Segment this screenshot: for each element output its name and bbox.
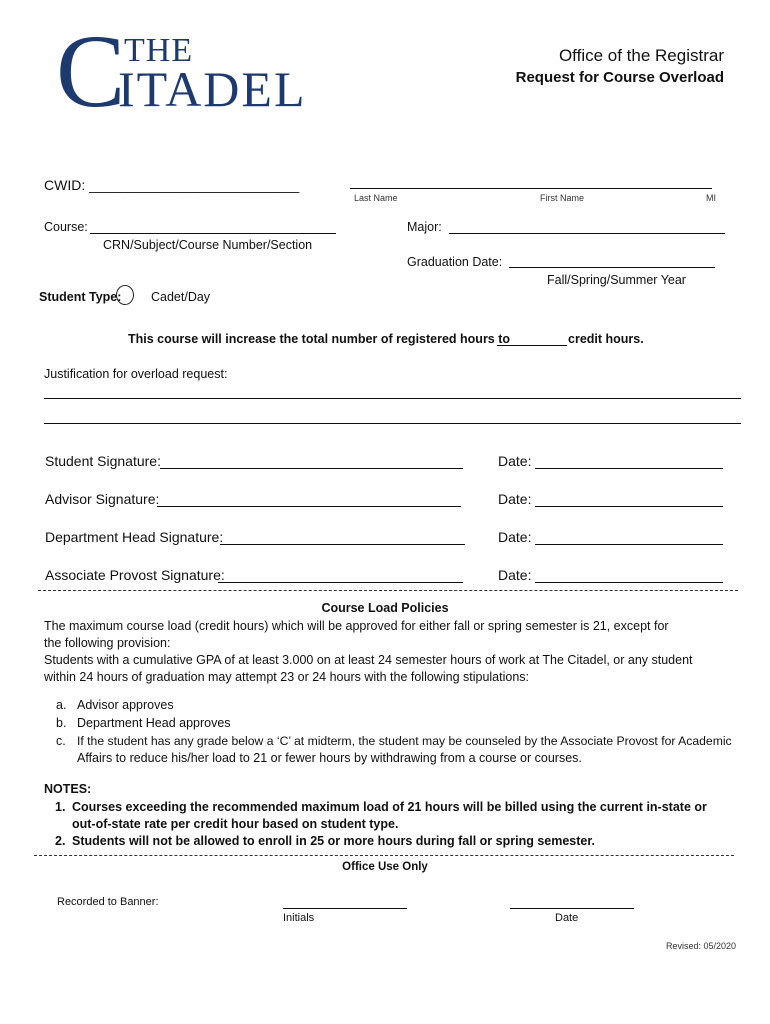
mi-label: MI: [706, 193, 716, 203]
provost-date-line[interactable]: [535, 582, 723, 583]
cadet-day-label: Cadet/Day: [151, 290, 211, 304]
justification-line-1[interactable]: [44, 398, 741, 399]
office-date-label: Date: [555, 912, 579, 924]
major-label: Major:: [407, 220, 442, 234]
justification-label: Justification for overload request:: [44, 367, 228, 381]
policies-title: Course Load Policies: [321, 601, 449, 615]
note-1-marker: 1.: [55, 800, 66, 814]
advisor-date-line[interactable]: [535, 506, 723, 507]
advisor-signature-label: Advisor Signature:: [45, 491, 160, 507]
dept-head-signature-label: Department Head Signature:: [45, 529, 224, 545]
note-2-line1: Students will not be allowed to enroll in 25 or more hours during fall or spring semester.: [72, 834, 595, 848]
advisor-signature-line[interactable]: [157, 506, 461, 507]
citadel-logo: [56, 14, 336, 129]
last-name-label: Last Name: [354, 193, 398, 203]
student-signature-line[interactable]: [160, 468, 463, 469]
policy-p1-line1: The maximum course load (credit hours) which will be approved for either fall or spring semester is 21, except for: [44, 619, 669, 633]
policy-item-c: If the student has any grade below a ‘C’ at midterm, the student may be counseled by the Associate Provost for Academic: [77, 734, 732, 748]
dept-head-signature-line[interactable]: [220, 544, 465, 545]
policy-item-b-marker: b.: [56, 716, 67, 730]
logo-the: THE: [124, 32, 194, 69]
provost-date-label: Date:: [498, 567, 532, 583]
office-heading: Office of the Registrar: [558, 46, 724, 65]
course-sublabel: CRN/Subject/Course Number/Section: [103, 238, 313, 252]
cadet-day-radio[interactable]: [116, 285, 134, 305]
hours-line[interactable]: [497, 345, 567, 346]
divider-2: [34, 855, 734, 856]
provost-signature-line[interactable]: [218, 582, 463, 583]
note-2-marker: 2.: [55, 834, 66, 848]
policy-p2-line1: Students with a cumulative GPA of at least 3.000 on at least 24 semester hours of work at The Citadel, or any student: [44, 653, 693, 667]
policy-p1-line2: the following provision:: [44, 636, 171, 650]
logo-itadel: ITADEL: [118, 61, 307, 117]
increase-text: This course will increase the total number of registered hours to: [128, 332, 511, 346]
student-date-label: Date:: [498, 453, 532, 469]
initials-label: Initials: [283, 912, 315, 924]
graduation-line[interactable]: [509, 267, 715, 268]
justification-line-2[interactable]: [44, 423, 741, 424]
dept-head-date-label: Date:: [498, 529, 532, 545]
graduation-sublabel: Fall/Spring/Summer Year: [547, 273, 686, 287]
course-label: Course:: [44, 220, 88, 234]
cwid-field[interactable]: CWID: ___________________________: [44, 177, 300, 193]
major-line[interactable]: [449, 233, 725, 234]
student-type-label: Student Type:: [39, 290, 122, 304]
note-1-line2: out-of-state rate per credit hour based on student type.: [72, 817, 399, 831]
policy-p2-line2: within 24 hours of graduation may attempt 23 or 24 hours with the following stipulations:: [44, 670, 529, 684]
office-use-title: Office Use Only: [342, 861, 428, 873]
course-line[interactable]: [90, 233, 336, 234]
policy-item-c-line2: Affairs to reduce his/her load to 21 or fewer hours by withdrawing from a course or courses.: [77, 751, 582, 765]
name-line[interactable]: [350, 188, 712, 189]
dept-head-date-line[interactable]: [535, 544, 723, 545]
first-name-label: First Name: [540, 193, 585, 203]
policy-item-a-marker: a.: [56, 698, 67, 712]
student-date-line[interactable]: [535, 468, 723, 469]
policy-item-b: Department Head approves: [77, 716, 231, 730]
initials-line[interactable]: [283, 908, 407, 909]
advisor-date-label: Date:: [498, 491, 532, 507]
revised-text: Revised: 05/2020: [665, 941, 736, 951]
student-signature-label: Student Signature:: [45, 453, 161, 469]
provost-signature-label: Associate Provost Signature:: [45, 567, 225, 583]
logo-letter-c: C: [56, 14, 126, 129]
recorded-label: Recorded to Banner:: [57, 896, 159, 908]
divider-1: [38, 590, 738, 591]
note-1-line1: Courses exceeding the recommended maximum load of 21 hours will be billed using the current in-state or: [72, 800, 707, 814]
form-title: Request for Course Overload: [515, 69, 724, 86]
graduation-label: Graduation Date:: [407, 255, 503, 269]
notes-title: NOTES:: [44, 782, 92, 796]
policy-item-a: Advisor approves: [77, 698, 174, 712]
office-date-line[interactable]: [510, 908, 634, 909]
policy-item-c-marker: c.: [56, 734, 66, 748]
credit-hours-text: credit hours.: [568, 332, 644, 346]
